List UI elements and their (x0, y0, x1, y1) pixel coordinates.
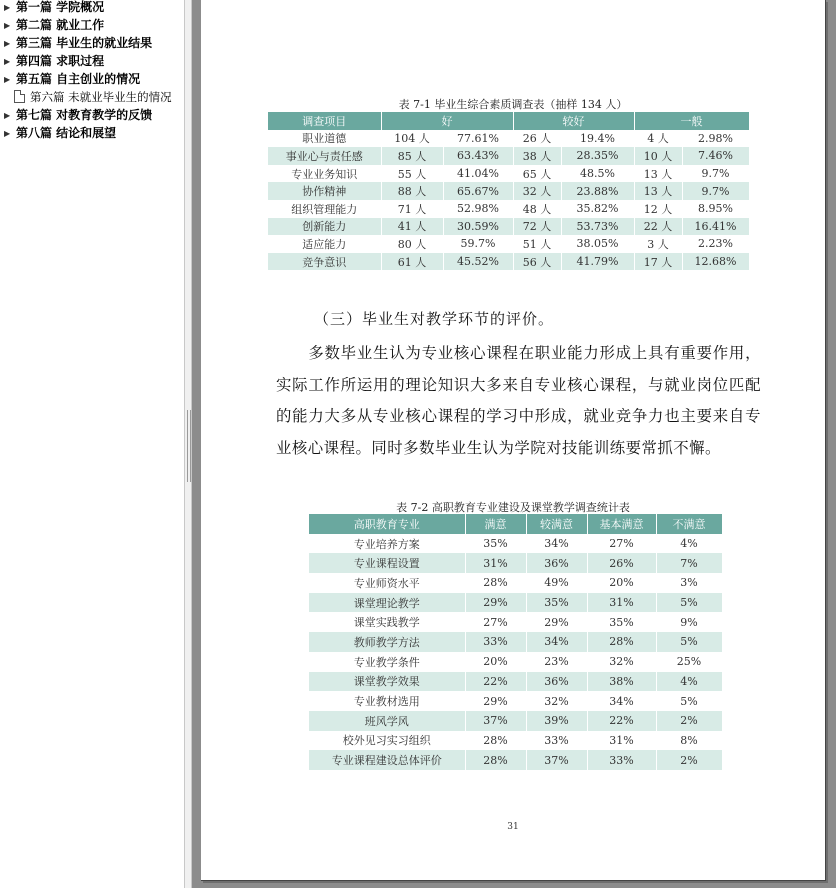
table-header-cell: 较满意 (526, 514, 587, 534)
table-header-cell: 高职教育专业 (309, 514, 465, 534)
table-cell: 3% (656, 573, 722, 593)
table-header-cell: 满意 (465, 514, 526, 534)
table-cell: 2.98% (682, 130, 749, 148)
table-cell: 34% (526, 632, 587, 652)
table-cell: 80 人 (381, 235, 443, 253)
table-cell: 56 人 (513, 253, 561, 271)
table-cell: 25% (656, 652, 722, 672)
table-cell: 创新能力 (268, 218, 381, 236)
table-row (268, 253, 749, 271)
table-header-cell: 好 (381, 112, 513, 130)
table-cell: 28% (465, 731, 526, 751)
outline-item[interactable] (4, 124, 116, 142)
table-cell: 65 人 (513, 165, 561, 183)
table2-caption: 表 7-2 高职教育专业建设及课堂教学调查统计表 (396, 501, 630, 514)
outline-item-label: 第二篇 就业工作 (16, 18, 105, 32)
table-cell: 31% (465, 553, 526, 573)
table-cell: 37% (465, 711, 526, 731)
table-cell: 31% (587, 731, 656, 751)
outline-item-label: 第三篇 毕业生的就业结果 (16, 36, 153, 50)
section-heading: （三）毕业生对教学环节的评价。 (314, 310, 555, 328)
table-cell: 35% (587, 612, 656, 632)
expand-arrow-icon[interactable]: ▶ (4, 75, 11, 84)
table-cell: 专业教材选用 (309, 691, 465, 711)
table-row (268, 130, 749, 148)
table-cell: 31% (587, 593, 656, 613)
page-number: 31 (507, 822, 519, 832)
pane-splitter[interactable] (184, 0, 192, 888)
table-cell: 9.7% (682, 182, 749, 200)
table-cell: 53.73% (561, 218, 634, 236)
outline-item-label: 第七篇 对教育教学的反馈 (16, 108, 153, 122)
table-cell: 29% (526, 612, 587, 632)
outline-item-label: 第一篇 学院概况 (16, 0, 105, 14)
table-row (268, 200, 749, 218)
table-cell: 35.82% (561, 200, 634, 218)
table-cell: 专业业务知识 (268, 165, 381, 183)
table-cell: 38.05% (561, 235, 634, 253)
table-cell: 39% (526, 711, 587, 731)
table-cell: 9.7% (682, 165, 749, 183)
table-cell: 49% (526, 573, 587, 593)
table-cell: 协作精神 (268, 182, 381, 200)
table-cell: 23.88% (561, 182, 634, 200)
table-row (309, 632, 722, 652)
expand-arrow-icon[interactable]: ▶ (4, 57, 11, 66)
table-cell: 32% (526, 691, 587, 711)
table-cell: 29% (465, 691, 526, 711)
table-cell: 3 人 (634, 235, 682, 253)
table-cell: 13 人 (634, 182, 682, 200)
table-cell: 85 人 (381, 147, 443, 165)
outline-item[interactable] (4, 106, 152, 124)
table-cell: 16.41% (682, 218, 749, 236)
table-cell: 35% (465, 534, 526, 554)
table-cell: 9% (656, 612, 722, 632)
table-row (309, 534, 722, 554)
table-cell: 专业教学条件 (309, 652, 465, 672)
expand-arrow-icon[interactable]: ▶ (4, 129, 11, 138)
table-cell: 课堂理论教学 (309, 593, 465, 613)
table-header-cell: 一般 (634, 112, 749, 130)
table-header-cell: 调查项目 (268, 112, 381, 130)
table-cell: 77.61% (443, 130, 513, 148)
table-cell: 59.7% (443, 235, 513, 253)
graduate-quality-table (268, 112, 750, 270)
table-cell: 2% (656, 750, 722, 770)
table-cell: 5% (656, 691, 722, 711)
table-cell: 29% (465, 593, 526, 613)
outline-item[interactable] (14, 88, 172, 106)
table-cell: 10 人 (634, 147, 682, 165)
outline-item[interactable] (4, 70, 140, 88)
table-header-cell: 较好 (513, 112, 634, 130)
table-cell: 35% (526, 593, 587, 613)
table-row (309, 573, 722, 593)
table-header-cell: 基本满意 (587, 514, 656, 534)
table-row (268, 147, 749, 165)
table-cell: 72 人 (513, 218, 561, 236)
document-viewer[interactable] (192, 0, 836, 888)
table-row (309, 652, 722, 672)
table-cell: 22% (465, 672, 526, 692)
table-cell: 7% (656, 553, 722, 573)
table-cell: 38 人 (513, 147, 561, 165)
table-cell: 5% (656, 632, 722, 652)
table-cell: 32% (587, 652, 656, 672)
table-cell: 28% (465, 750, 526, 770)
table-cell: 65.67% (443, 182, 513, 200)
teaching-evaluation-table (309, 514, 723, 770)
splitter-grip[interactable] (187, 410, 191, 482)
document-page (201, 0, 826, 881)
outline-item-label: 第六篇 未就业毕业生的情况 (30, 90, 172, 104)
outline-item[interactable] (4, 34, 152, 52)
table-row (309, 672, 722, 692)
body-paragraph: 多数毕业生认为专业核心课程在职业能力形成上具有重要作用，实际工作所运用的理论知识大多来自专业核心课程，与就业岗位匹配的能力大多从专业核心课程的学习中形成，就业竞争力也主要来自专业核心课程。同时多数毕业生认为学院对技能训练要常抓不懈。 (276, 344, 761, 457)
table-row (309, 750, 722, 770)
outline-item[interactable] (4, 16, 104, 34)
table1-caption: 表 7-1 毕业生综合素质调查表（抽样 134 人） (398, 98, 628, 111)
outline-pane (0, 0, 184, 888)
table-cell: 51 人 (513, 235, 561, 253)
table-row (309, 593, 722, 613)
table-cell: 适应能力 (268, 235, 381, 253)
table-cell: 32 人 (513, 182, 561, 200)
table-cell: 事业心与责任感 (268, 147, 381, 165)
table-cell: 校外见习实习组织 (309, 731, 465, 751)
table-cell: 71 人 (381, 200, 443, 218)
table-cell: 专业师资水平 (309, 573, 465, 593)
table-cell: 专业课程建设总体评价 (309, 750, 465, 770)
outline-item-label: 第四篇 求职过程 (16, 54, 105, 68)
table-cell: 13 人 (634, 165, 682, 183)
table-row (309, 711, 722, 731)
table-cell: 26% (587, 553, 656, 573)
table-cell: 19.4% (561, 130, 634, 148)
table-row (309, 691, 722, 711)
table-cell: 28.35% (561, 147, 634, 165)
table-row (309, 553, 722, 573)
table-cell: 课堂实践教学 (309, 612, 465, 632)
outline-item[interactable] (4, 0, 104, 16)
table-cell: 36% (526, 553, 587, 573)
table-cell: 12.68% (682, 253, 749, 271)
table-cell: 28% (587, 632, 656, 652)
table-cell: 88 人 (381, 182, 443, 200)
table-cell: 教师教学方法 (309, 632, 465, 652)
table-row (309, 731, 722, 751)
table-cell: 竞争意识 (268, 253, 381, 271)
table-cell: 34% (526, 534, 587, 554)
expand-arrow-icon[interactable]: ▶ (4, 39, 11, 48)
table-cell: 2% (656, 711, 722, 731)
outline-item-label: 第五篇 自主创业的情况 (16, 72, 141, 86)
table-cell: 37% (526, 750, 587, 770)
table-cell: 4% (656, 672, 722, 692)
table-cell: 63.43% (443, 147, 513, 165)
table-row (268, 165, 749, 183)
table-cell: 27% (587, 534, 656, 554)
table-cell: 职业道德 (268, 130, 381, 148)
table-row (268, 182, 749, 200)
table-cell: 38% (587, 672, 656, 692)
table-cell: 41 人 (381, 218, 443, 236)
table-cell: 22% (587, 711, 656, 731)
table-cell: 20% (465, 652, 526, 672)
table-cell: 30.59% (443, 218, 513, 236)
table-cell: 55 人 (381, 165, 443, 183)
expand-arrow-icon[interactable]: ▶ (4, 111, 11, 120)
table-cell: 7.46% (682, 147, 749, 165)
outline-item[interactable] (4, 52, 104, 70)
table-cell: 23% (526, 652, 587, 672)
table-cell: 33% (465, 632, 526, 652)
table-cell: 班风学风 (309, 711, 465, 731)
table-cell: 专业培养方案 (309, 534, 465, 554)
table-row (309, 612, 722, 632)
outline-item-label: 第八篇 结论和展望 (16, 126, 117, 140)
table-cell: 课堂教学效果 (309, 672, 465, 692)
table-cell: 33% (526, 731, 587, 751)
table-cell: 5% (656, 593, 722, 613)
table-cell: 4% (656, 534, 722, 554)
table-row (268, 235, 749, 253)
table-cell: 34% (587, 691, 656, 711)
table-cell: 4 人 (634, 130, 682, 148)
table-cell: 28% (465, 573, 526, 593)
table-cell: 专业课程设置 (309, 553, 465, 573)
document-icon[interactable] (14, 90, 25, 103)
table-cell: 41.04% (443, 165, 513, 183)
table-cell: 41.79% (561, 253, 634, 271)
table-cell: 20% (587, 573, 656, 593)
table-cell: 36% (526, 672, 587, 692)
table-cell: 22 人 (634, 218, 682, 236)
expand-arrow-icon[interactable]: ▶ (4, 3, 11, 12)
table-cell: 45.52% (443, 253, 513, 271)
table-cell: 33% (587, 750, 656, 770)
table-cell: 12 人 (634, 200, 682, 218)
table-cell: 27% (465, 612, 526, 632)
table-cell: 8.95% (682, 200, 749, 218)
table-cell: 48 人 (513, 200, 561, 218)
table-cell: 26 人 (513, 130, 561, 148)
table-cell: 104 人 (381, 130, 443, 148)
table-cell: 组织管理能力 (268, 200, 381, 218)
table-cell: 61 人 (381, 253, 443, 271)
table-cell: 8% (656, 731, 722, 751)
table-cell: 52.98% (443, 200, 513, 218)
expand-arrow-icon[interactable]: ▶ (4, 21, 11, 30)
table-cell: 2.23% (682, 235, 749, 253)
table-cell: 17 人 (634, 253, 682, 271)
table-row (268, 218, 749, 236)
table-header-cell: 不满意 (656, 514, 722, 534)
table-cell: 48.5% (561, 165, 634, 183)
